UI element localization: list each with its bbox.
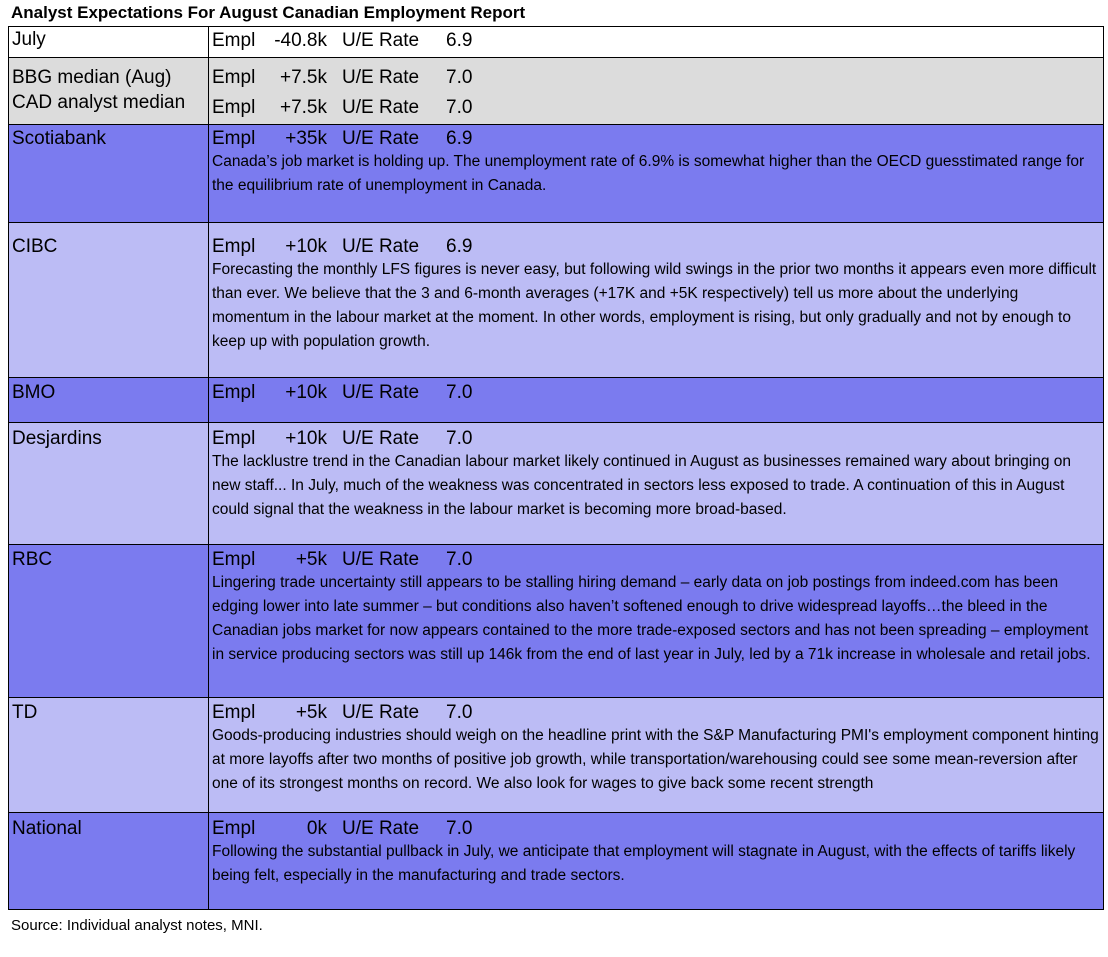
empl-label: Empl [212,549,256,570]
empl-label: Empl [212,818,256,839]
empl-label: Empl [212,428,256,449]
ue-rate-value: 6.9 [446,236,473,257]
ue-rate-value: 7.0 [446,67,473,88]
analyst-commentary: Canada’s job market is holding up. The unemployment rate of 6.9% is somewhat higher than the OECD guesstimated range for the equilibrium rate of unemployment in Canada. [212,153,1085,194]
analyst-commentary: The lacklustre trend in the Canadian labour market likely continued in August as businesses remained wary about bringing on new staff... In July, much of the weakness was concentrated in sectors less exposed to trade. A continuation of this in August could signal that the weakness in the labour market is becoming more broad-based. [212,453,1072,518]
analyst-name: BMO [12,382,56,403]
metrics-line [209,233,1103,263]
ue-rate-label: U/E Rate [342,97,420,118]
analyst-name: Desjardins [12,428,102,449]
analyst-cell [9,813,209,910]
forecast-cell [209,813,1104,910]
analyst-commentary: Lingering trade uncertainty still appears to be stalling hiring demand – early data on job postings from indeed.com has been edging lower into late summer – but conditions also haven’t softened enough to drive widespread layoffs…the bleed in the Canadian jobs market for now appears contained to the more trade-exposed sectors and has not been spreading – employment in service producing sectors was still up 146k from the end of last year in July, led by a 71k increase in wholesale and retail jobs. [212,574,1091,663]
table-row [9,27,1104,58]
analyst-name: National [12,818,82,839]
analyst-cell [9,27,209,58]
ue-rate-label: U/E Rate [342,428,420,449]
ue-rate-value: 7.0 [446,428,473,449]
empl-value: +5k [295,549,327,570]
analyst-name: CAD analyst median [12,92,186,113]
table-row [9,545,1104,698]
empl-value: +10k [285,428,327,449]
analyst-cell [9,125,209,223]
empl-value: +10k [285,382,327,403]
analyst-name: RBC [12,549,53,570]
analyst-name: Scotiabank [12,128,107,149]
analyst-name: CIBC [12,236,58,257]
analyst-cell [9,58,209,125]
ue-rate-value: 7.0 [446,549,473,570]
metrics-line [209,125,1103,155]
forecast-cell [209,27,1104,58]
empl-label: Empl [212,67,256,88]
metrics-line [209,815,1103,845]
metrics-line [209,27,1103,57]
ue-rate-value: 6.9 [446,128,473,149]
empl-label: Empl [212,97,256,118]
forecast-cell [209,125,1104,223]
empl-value: +7.5k [279,67,327,88]
ue-rate-label: U/E Rate [342,549,420,570]
analyst-cell [9,378,209,423]
analyst-cell [9,698,209,813]
analyst-name: BBG median (Aug) [12,67,172,88]
table-row [9,378,1104,423]
analyst-cell [9,423,209,545]
forecast-cell [209,545,1104,698]
forecast-cell [209,223,1104,378]
ue-rate-value: 7.0 [446,702,473,723]
ue-rate-label: U/E Rate [342,128,420,149]
empl-label: Empl [212,30,256,51]
table-row [9,698,1104,813]
empl-value: +5k [295,702,327,723]
empl-value: +7.5k [279,97,327,118]
empl-label: Empl [212,382,256,403]
analyst-commentary: Goods-producing industries should weigh on the headline print with the S&P Manufacturing PMI's employment component hinting at more layoffs after two months of positive job growth, while transportation/warehousing could see some mean-reversion after one of its strongest months on record. We also look for wages to give back some recent strength [212,727,1099,792]
metrics-line [209,546,1103,576]
analyst-cell [9,223,209,378]
ue-rate-value: 7.0 [446,818,473,839]
analyst-cell [9,545,209,698]
ue-rate-value: 7.0 [446,382,473,403]
table-row [9,125,1104,223]
forecast-cell [209,58,1104,125]
ue-rate-label: U/E Rate [342,67,420,88]
metrics-line [209,94,1103,124]
metrics-line [209,699,1103,729]
metrics-line [209,64,1103,94]
table-row [9,423,1104,545]
forecast-cell [209,378,1104,423]
metrics-line [209,425,1103,455]
empl-value: -40.8k [274,30,327,51]
forecast-cell [209,423,1104,545]
ue-rate-label: U/E Rate [342,382,420,403]
table-row [9,813,1104,910]
empl-value: 0k [306,818,327,839]
empl-label: Empl [212,128,256,149]
ue-rate-label: U/E Rate [342,818,420,839]
table-row [9,58,1104,125]
ue-rate-label: U/E Rate [342,30,420,51]
empl-value: +10k [285,236,327,257]
analyst-name: TD [12,702,38,723]
analyst-name: July [12,29,46,50]
page-title: Analyst Expectations For August Canadian Employment Report [11,3,526,22]
expectations-table [8,26,1104,910]
empl-label: Empl [212,702,256,723]
ue-rate-label: U/E Rate [342,702,420,723]
empl-value: +35k [285,128,327,149]
ue-rate-label: U/E Rate [342,236,420,257]
source-note: Source: Individual analyst notes, MNI. [11,917,263,934]
metrics-line [209,379,1103,409]
ue-rate-value: 6.9 [446,30,473,51]
table-row [9,223,1104,378]
forecast-cell [209,698,1104,813]
analyst-commentary: Forecasting the monthly LFS figures is never easy, but following wild swings in the prior two months it appears even more difficult than ever. We believe that the 3 and 6-month averages (+17K and +5K respectively) tell us more about the underlying momentum in the labour market at the moment. In other words, employment is rising, but only gradually and not by enough to keep up with population growth. [212,261,1097,350]
ue-rate-value: 7.0 [446,97,473,118]
analyst-commentary: Following the substantial pullback in July, we anticipate that employment will stagnate in August, with the effects of tariffs likely being felt, especially in the manufacturing and trade sectors. [212,843,1076,884]
empl-label: Empl [212,236,256,257]
